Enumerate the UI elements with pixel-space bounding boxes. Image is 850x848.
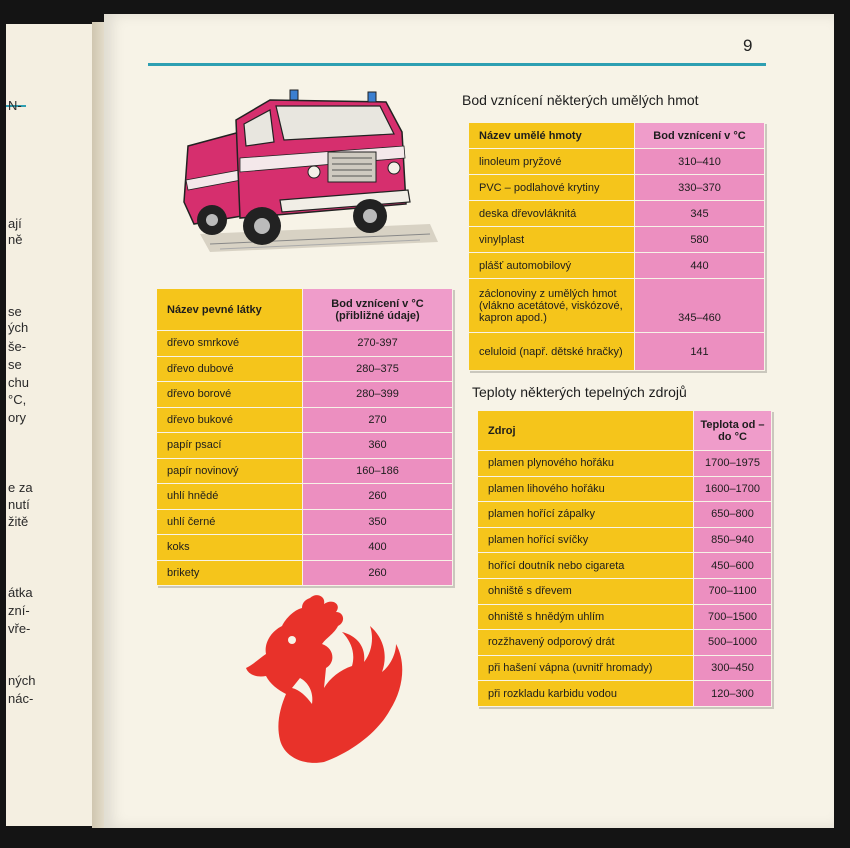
cell-name: dřevo bukové [157,407,303,433]
table-row [478,630,772,656]
page-number: 9 [743,36,753,55]
cell-name: plamen plynového hořáku [478,451,694,477]
cell-value: 580 [635,227,765,253]
cell-name: uhlí hnědé [157,484,303,510]
cell-value: 141 [635,333,765,371]
cell-value: 650–800 [694,502,772,528]
table-row [469,149,765,175]
cell-value: 270-397 [303,331,453,357]
truck-shadow [200,224,438,252]
cell-value: 270 [303,407,453,433]
table-row [157,458,453,484]
left-page-fragment: e za [8,480,33,495]
cell-name: deska dřevovláknitá [469,201,635,227]
left-page-fragment: nutí [8,497,30,512]
cell-name: plamen hořící svíčky [478,527,694,553]
cell-value: 260 [303,484,453,510]
rooster-logo-icon [240,592,410,768]
fire-truck-illustration [180,84,442,262]
cell-value: 500–1000 [694,630,772,656]
left-page-fragment: ory [8,410,27,425]
cell-name: dřevo smrkové [157,331,303,357]
left-page [6,24,93,826]
truck-windshield [276,106,394,140]
column-header-value: Bod vznícení v °C [635,123,765,149]
table-row [157,356,453,382]
column-header-name: Zdroj [478,411,694,451]
left-page-fragment: ných [8,673,36,688]
table-row [157,484,453,510]
left-page-fragment: átka [8,585,33,600]
cell-name: plášť automobilový [469,253,635,279]
table-row [478,527,772,553]
table-row [157,509,453,535]
cell-value: 440 [635,253,765,279]
table-row [478,655,772,681]
cell-value: 700–1100 [694,578,772,604]
table-row [469,279,765,333]
table-header-row [157,289,453,331]
left-page-fragment: se [8,304,22,319]
cell-name: při hašení vápna (uvnitř hromady) [478,655,694,681]
column-header-name: Název pevné látky [157,289,303,331]
cell-name: plamen hořící zápalky [478,502,694,528]
cell-name: rozžhavený odporový drát [478,630,694,656]
table-header-row [469,123,765,149]
cell-value: 1700–1975 [694,451,772,477]
cell-value: 300–450 [694,655,772,681]
cell-name: záclonoviny z umělých hmot (vlákno acetátové, viskózové, kapron apod.) [469,279,635,333]
left-page-fragment: žitě [8,514,29,529]
left-page-fragment: se [8,357,22,372]
cell-name: PVC – podlahové krytiny [469,175,635,201]
solids-table [156,288,453,586]
table-row [469,201,765,227]
left-page-fragment: N- [8,98,22,113]
sources-table [477,410,772,707]
cell-value: 120–300 [694,681,772,707]
cell-value: 260 [303,560,453,586]
cell-name: při rozkladu karbidu vodou [478,681,694,707]
top-rule [148,63,766,66]
table-row [157,382,453,408]
cell-name: ohniště s hnědým uhlím [478,604,694,630]
table-row [478,502,772,528]
table-row [157,407,453,433]
table-row [478,578,772,604]
table-row [478,604,772,630]
column-header-value: Teplota od – do °C [694,411,772,451]
table-row [478,476,772,502]
left-page-fragment: zní- [8,603,30,618]
left-page-fragment: še- [8,339,27,354]
cell-name: ohniště s dřevem [478,578,694,604]
table-row [157,433,453,459]
cell-value: 850–940 [694,527,772,553]
cell-name: brikety [157,560,303,586]
table-row [157,535,453,561]
cell-name: papír novinový [157,458,303,484]
table-row [478,553,772,579]
cell-value: 280–399 [303,382,453,408]
left-page-fragment: nác- [8,691,34,706]
cell-name: linoleum pryžové [469,149,635,175]
cell-name: dřevo dubové [157,356,303,382]
table-row [157,560,453,586]
column-header-name: Název umělé hmoty [469,123,635,149]
cell-value: 330–370 [635,175,765,201]
left-page-fragment: chu [8,375,29,390]
cell-name: celuloid (např. dětské hračky) [469,333,635,371]
cell-name: dřevo borové [157,382,303,408]
cell-value: 700–1500 [694,604,772,630]
truck-grille [328,152,376,182]
table-row [469,175,765,201]
cell-value: 400 [303,535,453,561]
cell-value: 360 [303,433,453,459]
cell-name: hořící doutník nebo cigareta [478,553,694,579]
table-row [478,451,772,477]
cell-value: 1600–1700 [694,476,772,502]
sources-heading: Teploty některých tepelných zdrojů [472,384,687,400]
cell-name: plamen lihového hořáku [478,476,694,502]
table-row [469,253,765,279]
left-page-fragment: vře- [8,621,31,636]
table-row [157,331,453,357]
table-row [478,681,772,707]
cell-value: 160–186 [303,458,453,484]
cell-value: 350 [303,509,453,535]
cell-value: 345 [635,201,765,227]
left-page-fragment: ých [8,320,29,335]
cell-value: 345–460 [635,279,765,333]
cell-value: 280–375 [303,356,453,382]
left-page-fragment: ají [8,216,22,231]
table-row [469,227,765,253]
cell-value: 310–410 [635,149,765,175]
cell-name: uhlí černé [157,509,303,535]
plastics-heading: Bod vznícení některých umělých hmot [462,92,699,108]
cell-name: koks [157,535,303,561]
left-page-fragment: ně [8,232,23,247]
table-header-row [478,411,772,451]
cell-value: 450–600 [694,553,772,579]
plastics-table [468,122,765,371]
column-header-value: Bod vznícení v °C (přibližné údaje) [303,289,453,331]
table-row [469,333,765,371]
cell-name: vinylplast [469,227,635,253]
cell-name: papír psací [157,433,303,459]
left-page-fragment: °C, [8,392,27,407]
